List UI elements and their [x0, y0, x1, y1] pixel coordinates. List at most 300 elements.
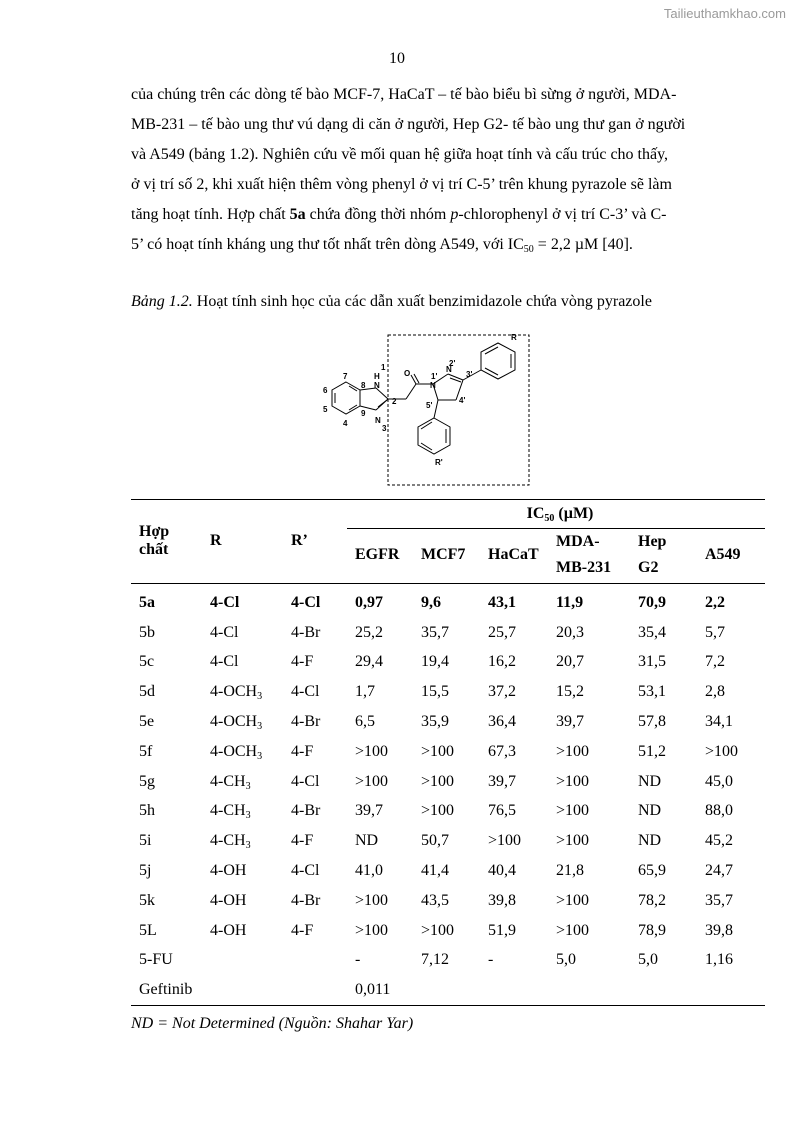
label-pos-4: 4: [343, 419, 348, 428]
cell-r: [202, 797, 283, 827]
cell-value: 39,7: [355, 802, 383, 820]
body-paragraph: [131, 80, 721, 260]
text-run: tăng hoạt tính. Hợp chất: [131, 206, 290, 223]
cell-value: 5a: [139, 593, 155, 611]
cell-value: -: [488, 951, 494, 969]
cell-c: [131, 826, 202, 856]
cell-hacat: [480, 737, 548, 767]
cell-a549: [697, 767, 765, 797]
cell-subscript: 3: [245, 810, 251, 822]
cell-mda: [548, 946, 630, 976]
cell-value: 4-OCH: [210, 683, 258, 701]
cell-value: 4-Cl: [210, 653, 239, 671]
cell-value: 4-CH: [210, 772, 246, 790]
cell-r: [202, 916, 283, 946]
ic50-suffix: (µM): [554, 505, 594, 522]
header-ic50: [347, 500, 765, 529]
cell-value: 5f: [139, 742, 153, 760]
cell-value: 4-Cl: [210, 623, 239, 641]
cell-value: 45,0: [705, 772, 733, 790]
paragraph-line: ở vị trí số 2, khi xuất hiện thêm vòng phenyl ở vị trí C-5’ trên khung pyrazole sẽ làm: [131, 176, 672, 193]
label-pos-2p: 2': [449, 359, 456, 368]
cell-value: 39,8: [488, 891, 516, 909]
cell-hacat: [480, 648, 548, 678]
cell-value: >100: [556, 802, 590, 820]
cell-hep: [630, 856, 697, 886]
cell-value: ND: [355, 832, 379, 850]
cell-hacat: [480, 946, 548, 976]
cell-hep: [630, 946, 697, 976]
cell-hep: [630, 584, 697, 618]
cell-value: 16,2: [488, 653, 516, 671]
cell-value: 4-Cl: [291, 772, 320, 790]
cell-subscript: 3: [257, 691, 263, 703]
cell-value: 39,7: [488, 772, 516, 790]
cell-value: 76,5: [488, 802, 516, 820]
header-row: [131, 500, 765, 529]
cell-subscript: 3: [257, 721, 263, 733]
cell-rp: [283, 975, 347, 1005]
header-r-prime: R’: [283, 500, 347, 582]
cell-r: [202, 648, 283, 678]
header-hep-l2: G2: [638, 559, 659, 576]
cell-value: 20,3: [556, 623, 584, 641]
label-n1: N: [374, 381, 380, 390]
cell-hacat: [480, 975, 548, 1005]
cell-value: >100: [705, 742, 739, 760]
caption-text: Hoạt tính sinh học của các dẫn xuất benzimidazole chứa vòng pyrazole: [192, 293, 652, 310]
cell-egfr: [347, 975, 413, 1005]
cell-value: 5j: [139, 862, 152, 880]
table-row: [131, 584, 765, 618]
header-mcf7: MCF7: [413, 529, 480, 582]
cell-value: 35,4: [638, 623, 666, 641]
table-row: [131, 767, 765, 797]
cell-value: 5b: [139, 623, 155, 641]
cell-c: [131, 584, 202, 618]
cell-value: 41,4: [421, 862, 449, 880]
cell-value: 11,9: [556, 593, 584, 611]
cell-rp: [283, 826, 347, 856]
label-pos-2: 2: [392, 397, 397, 406]
cell-mcf7: [413, 916, 480, 946]
cell-subscript: 3: [245, 840, 251, 852]
cell-c: [131, 707, 202, 737]
label-pos-7: 7: [343, 372, 348, 381]
header-r: R: [202, 500, 283, 582]
cell-mcf7: [413, 946, 480, 976]
cell-hacat: [480, 584, 548, 618]
cell-value: 2,2: [705, 593, 725, 611]
header-mda-l2: MB-231: [556, 559, 612, 576]
cell-r: [202, 707, 283, 737]
cell-hacat: [480, 886, 548, 916]
cell-hep: [630, 916, 697, 946]
cell-mda: [548, 737, 630, 767]
cell-mda: [548, 916, 630, 946]
cell-a549: [697, 707, 765, 737]
cell-value: >100: [421, 921, 455, 939]
cell-mda: [548, 677, 630, 707]
cell-value: >100: [421, 772, 455, 790]
cell-value: 5g: [139, 772, 155, 790]
cell-value: 78,2: [638, 891, 666, 909]
cell-value: 4-Br: [291, 802, 321, 820]
cell-rp: [283, 677, 347, 707]
dashed-box: [388, 335, 529, 485]
cell-value: 0,97: [355, 593, 383, 611]
cell-value: 35,9: [421, 713, 449, 731]
cell-rp: [283, 767, 347, 797]
cell-value: 4-CH: [210, 802, 246, 820]
cell-mcf7: [413, 584, 480, 618]
cell-a549: [697, 584, 765, 618]
cell-egfr: [347, 946, 413, 976]
cell-hep: [630, 767, 697, 797]
cell-mda: [548, 975, 630, 1005]
cell-mda: [548, 886, 630, 916]
compound-ref: 5a: [289, 206, 306, 223]
cell-hacat: [480, 677, 548, 707]
cell-value: 19,4: [421, 653, 449, 671]
cell-value: 5c: [139, 653, 155, 671]
cell-value: 50,7: [421, 832, 449, 850]
cell-egfr: [347, 916, 413, 946]
cell-c: [131, 737, 202, 767]
cell-value: 4-OH: [210, 862, 247, 880]
header-compound: [131, 500, 202, 582]
header-compound-l2: chất: [139, 540, 169, 558]
cell-mcf7: [413, 797, 480, 827]
cell-value: 21,8: [556, 862, 584, 880]
label-pos-1p: 1': [431, 372, 438, 381]
cell-mcf7: [413, 826, 480, 856]
cell-value: 4-F: [291, 832, 314, 850]
cell-value: >100: [556, 891, 590, 909]
label-n2p: N: [446, 365, 452, 374]
cell-value: 70,9: [638, 593, 666, 611]
cell-r: [202, 946, 283, 976]
header-mda-l1: MDA-: [556, 533, 600, 550]
label-pos-5p: 5': [426, 401, 433, 410]
cell-a549: [697, 946, 765, 976]
cell-mda: [548, 826, 630, 856]
cell-value: 1,7: [355, 683, 375, 701]
cell-r: [202, 618, 283, 648]
cell-egfr: [347, 677, 413, 707]
cell-value: 4-Cl: [210, 593, 240, 611]
cell-mcf7: [413, 737, 480, 767]
cell-value: 2,8: [705, 683, 725, 701]
cell-egfr: [347, 618, 413, 648]
cell-a549: [697, 648, 765, 678]
ic50-prefix: IC: [526, 505, 545, 522]
cell-egfr: [347, 856, 413, 886]
cell-value: 4-Cl: [291, 683, 320, 701]
cell-value: 5k: [139, 891, 155, 909]
paragraph-line: và A549 (bảng 1.2). Nghiên cứu về mối quan hệ giữa hoạt tính và cấu trúc cho thấy,: [131, 146, 669, 163]
cell-value: 4-Br: [291, 891, 321, 909]
label-pos-5: 5: [323, 405, 328, 414]
label-pos-1: 1: [381, 363, 386, 372]
table-row: [131, 886, 765, 916]
cell-c: [131, 648, 202, 678]
cell-value: -: [355, 951, 361, 969]
cell-hep: [630, 677, 697, 707]
cell-rp: [283, 584, 347, 618]
cell-rp: [283, 707, 347, 737]
cell-value: 1,16: [705, 951, 733, 969]
cell-value: >100: [556, 742, 590, 760]
cell-value: 4-OH: [210, 891, 247, 909]
cell-value: >100: [355, 891, 389, 909]
cell-egfr: [347, 648, 413, 678]
cell-value: 4-F: [291, 742, 314, 760]
cell-value: 37,2: [488, 683, 516, 701]
table-row: [131, 707, 765, 737]
cell-rp: [283, 946, 347, 976]
cell-r: [202, 767, 283, 797]
table-row: [131, 648, 765, 678]
cell-hep: [630, 826, 697, 856]
label-n1p: N: [430, 381, 436, 390]
table-footnote: ND = Not Determined (Nguồn: Shahar Yar): [131, 1015, 414, 1032]
label-n3: N: [375, 416, 381, 425]
cell-hacat: [480, 707, 548, 737]
cell-value: 5-FU: [139, 951, 173, 969]
cell-value: 40,4: [488, 862, 516, 880]
cell-value: 51,2: [638, 742, 666, 760]
cell-mda: [548, 648, 630, 678]
cell-a549: [697, 916, 765, 946]
cell-value: 15,5: [421, 683, 449, 701]
label-r: R: [511, 333, 517, 342]
cell-mda: [548, 767, 630, 797]
table-row: [131, 975, 765, 1005]
cell-hep: [630, 648, 697, 678]
cell-value: 6,5: [355, 713, 375, 731]
table-row: [131, 946, 765, 976]
cell-value: 57,8: [638, 713, 666, 731]
cell-egfr: [347, 707, 413, 737]
header-mda: [548, 529, 630, 582]
italic-prefix: p: [450, 206, 459, 223]
cell-rp: [283, 618, 347, 648]
paragraph-line: [131, 230, 721, 260]
page-number: 10: [389, 50, 405, 67]
cell-mda: [548, 618, 630, 648]
cell-hep: [630, 618, 697, 648]
cell-value: 5i: [139, 832, 152, 850]
cell-value: 20,7: [556, 653, 584, 671]
cell-value: 39,7: [556, 713, 584, 731]
cell-value: 24,7: [705, 862, 733, 880]
cell-hacat: [480, 767, 548, 797]
label-pos-6: 6: [323, 386, 328, 395]
cell-r: [202, 737, 283, 767]
cell-mcf7: [413, 677, 480, 707]
paragraph-line: của chúng trên các dòng tế bào MCF-7, HaCaT – tế bào biểu bì sừng ở người, MDA-: [131, 86, 677, 103]
cell-a549: [697, 886, 765, 916]
cell-value: 5,0: [556, 951, 576, 969]
table-row: [131, 916, 765, 946]
cell-value: 41,0: [355, 862, 383, 880]
cell-value: ND: [638, 772, 662, 790]
cell-value: 4-CH: [210, 832, 246, 850]
cell-mcf7: [413, 975, 480, 1005]
cell-hacat: [480, 856, 548, 886]
watermark: Tailieuthamkhao.com: [663, 6, 786, 21]
cell-value: 25,7: [488, 623, 516, 641]
cell-hacat: [480, 797, 548, 827]
cell-value: >100: [355, 921, 389, 939]
cell-value: >100: [556, 832, 590, 850]
cell-a549: [697, 797, 765, 827]
cell-value: Geftinib: [139, 981, 193, 999]
table-row: [131, 826, 765, 856]
cell-c: [131, 975, 202, 1005]
cell-value: 7,2: [705, 653, 725, 671]
cell-mcf7: [413, 886, 480, 916]
cell-mda: [548, 856, 630, 886]
cell-a549: [697, 856, 765, 886]
cell-value: 29,4: [355, 653, 383, 671]
header-hacat: HaCaT: [480, 529, 548, 582]
cell-egfr: [347, 797, 413, 827]
cell-a549: [697, 618, 765, 648]
cell-rp: [283, 856, 347, 886]
cell-c: [131, 856, 202, 886]
label-pos-3p: 3': [466, 370, 473, 379]
cell-value: 5h: [139, 802, 155, 820]
cell-value: 36,4: [488, 713, 516, 731]
cell-value: 4-F: [291, 653, 314, 671]
cell-hep: [630, 975, 697, 1005]
text-run: chứa đồng thời nhóm: [305, 206, 451, 223]
cell-value: 4-Br: [291, 713, 321, 731]
cell-value: 35,7: [421, 623, 449, 641]
label-h: H: [374, 372, 380, 381]
cell-value: 45,2: [705, 832, 733, 850]
cell-value: 5e: [139, 713, 155, 731]
cell-r: [202, 856, 283, 886]
cell-value: 53,1: [638, 683, 666, 701]
cell-mda: [548, 797, 630, 827]
cell-c: [131, 946, 202, 976]
cell-hacat: [480, 618, 548, 648]
cell-c: [131, 886, 202, 916]
cell-rp: [283, 916, 347, 946]
cell-value: >100: [488, 832, 522, 850]
cell-c: [131, 797, 202, 827]
benzene-ring: [332, 382, 360, 414]
cell-value: 4-Cl: [291, 593, 321, 611]
cell-mda: [548, 584, 630, 618]
cell-value: 31,5: [638, 653, 666, 671]
cell-c: [131, 916, 202, 946]
cell-value: 51,9: [488, 921, 516, 939]
table-row: [131, 856, 765, 886]
cell-value: 88,0: [705, 802, 733, 820]
cell-value: 25,2: [355, 623, 383, 641]
header-hep-l1: Hep: [638, 533, 667, 550]
cell-value: 4-F: [291, 921, 314, 939]
subscript: 50: [523, 244, 534, 255]
cell-value: 9,6: [421, 593, 441, 611]
text-run: -chlorophenyl ở vị trí C-3’ và C-: [458, 206, 667, 223]
cell-a549: [697, 975, 765, 1005]
activity-table: [131, 499, 765, 1006]
cell-value: 43,5: [421, 891, 449, 909]
cell-value: 39,8: [705, 921, 733, 939]
cell-rp: [283, 797, 347, 827]
header-hep: [630, 529, 697, 582]
cell-egfr: [347, 826, 413, 856]
cell-a549: [697, 677, 765, 707]
header-compound-l1: Hợp: [139, 522, 170, 540]
caption-label: Bảng 1.2.: [131, 293, 193, 310]
text-run: 5’ có hoạt tính kháng ung thư tốt nhất trên dòng A549, với IC: [131, 236, 524, 253]
label-pos-4p: 4': [459, 396, 466, 405]
cell-rp: [283, 737, 347, 767]
cell-subscript: 3: [245, 780, 251, 792]
cell-egfr: [347, 767, 413, 797]
cell-value: 67,3: [488, 742, 516, 760]
cell-value: >100: [355, 772, 389, 790]
cell-a549: [697, 737, 765, 767]
cell-value: 35,7: [705, 891, 733, 909]
cell-hep: [630, 797, 697, 827]
cell-value: 5,7: [705, 623, 725, 641]
chemical-structure-diagram: [318, 330, 538, 490]
cell-value: ND: [638, 832, 662, 850]
table-caption: [131, 293, 652, 311]
cell-hep: [630, 707, 697, 737]
label-r-prime: R': [435, 458, 443, 467]
cell-value: 43,1: [488, 593, 516, 611]
cell-mcf7: [413, 618, 480, 648]
cell-mda: [548, 707, 630, 737]
header-a549: A549: [697, 529, 765, 582]
cell-value: 78,9: [638, 921, 666, 939]
cell-value: 4-OCH: [210, 713, 258, 731]
cell-egfr: [347, 584, 413, 618]
label-o: O: [404, 369, 411, 378]
cell-value: 5L: [139, 921, 157, 939]
label-pos-8: 8: [361, 381, 366, 390]
cell-subscript: 3: [257, 750, 263, 762]
cell-value: 5d: [139, 683, 155, 701]
table-row: [131, 618, 765, 648]
cell-value: >100: [556, 772, 590, 790]
cell-r: [202, 975, 283, 1005]
cell-value: 4-OH: [210, 921, 247, 939]
header-egfr: EGFR: [347, 529, 413, 582]
cell-c: [131, 677, 202, 707]
cell-mcf7: [413, 856, 480, 886]
cell-value: 7,12: [421, 951, 449, 969]
cell-value: 0,011: [355, 981, 391, 999]
cell-rp: [283, 648, 347, 678]
cell-mcf7: [413, 767, 480, 797]
cell-rp: [283, 886, 347, 916]
cell-hacat: [480, 826, 548, 856]
paragraph-line: [131, 200, 721, 230]
cell-r: [202, 826, 283, 856]
cell-hep: [630, 886, 697, 916]
table-row: [131, 797, 765, 827]
label-pos-9: 9: [361, 409, 366, 418]
